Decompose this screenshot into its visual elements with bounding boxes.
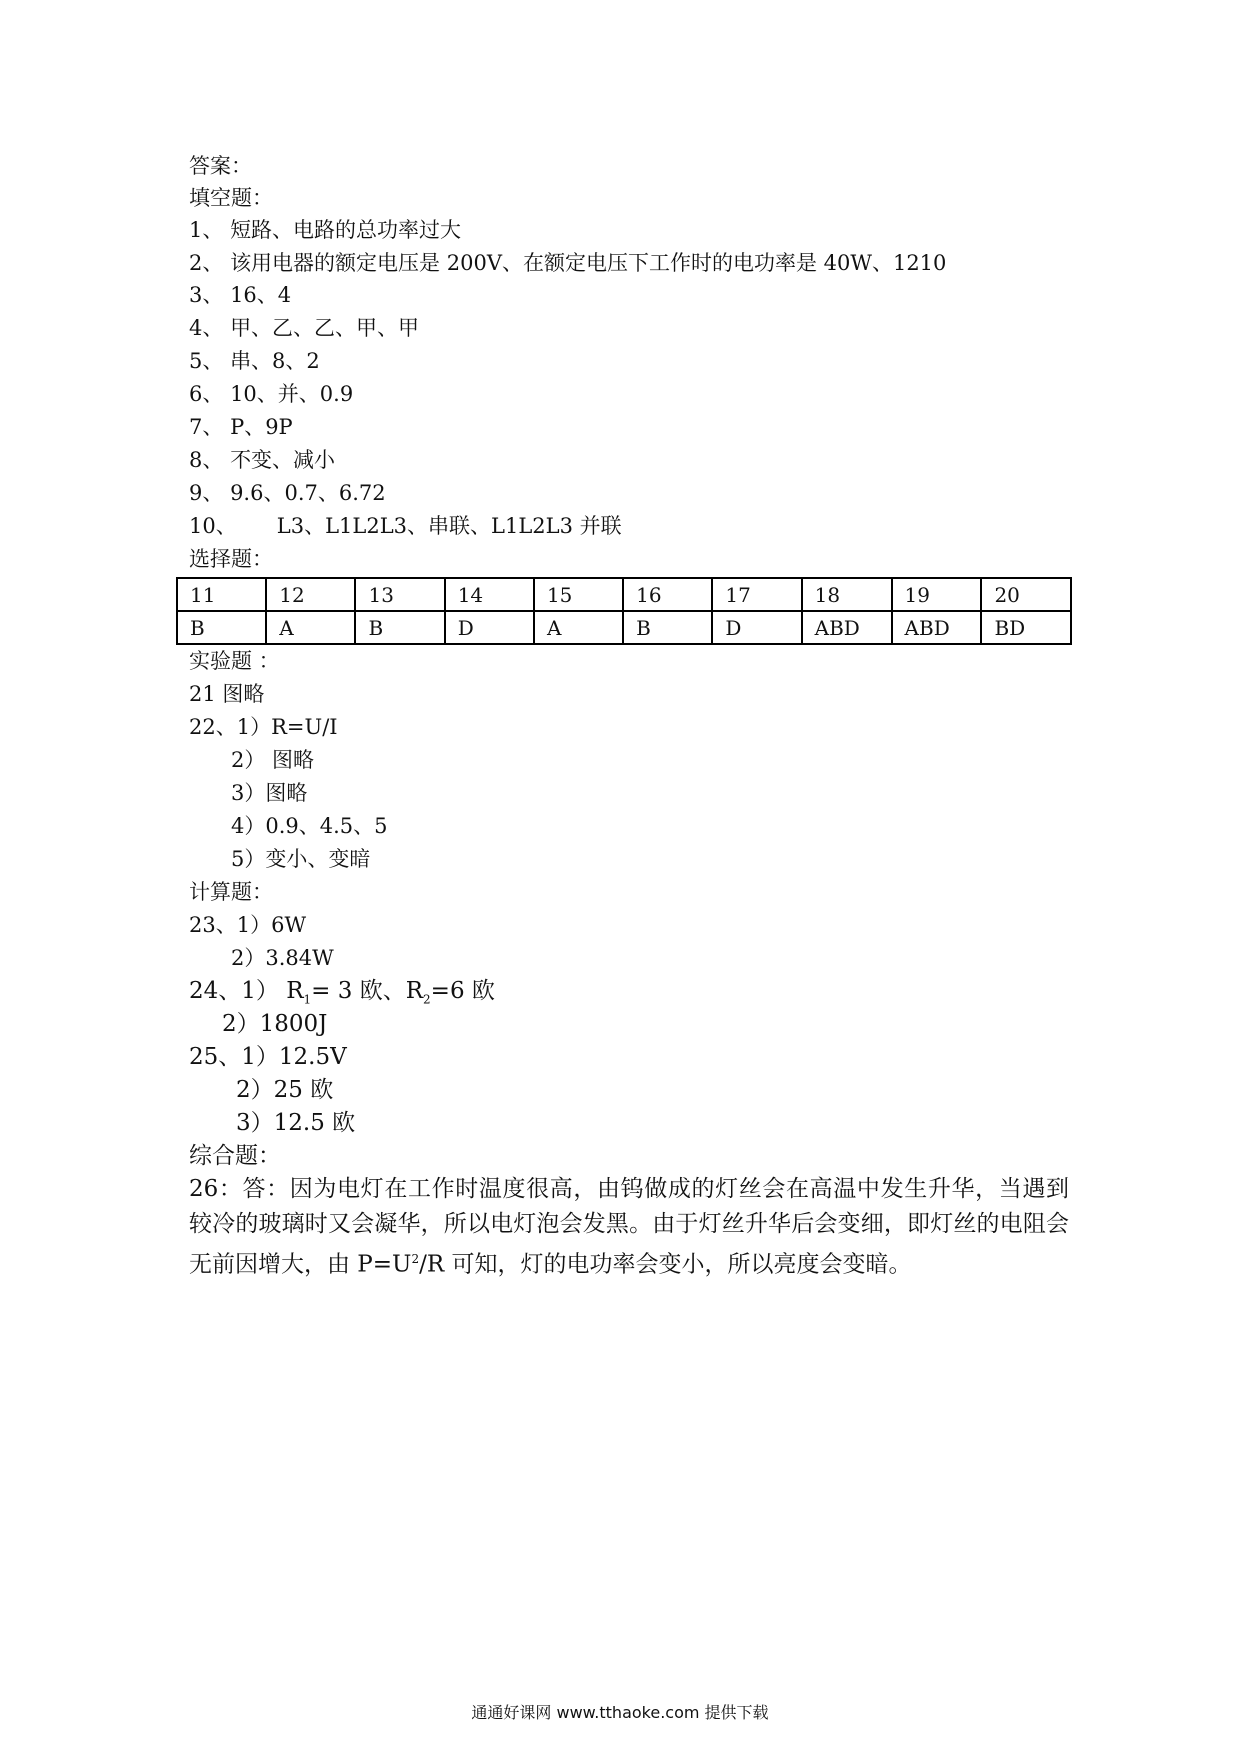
item-text: 该用电器的额定电压是 200V、在额定电压下工作时的电功率是 40W、1210: [230, 251, 947, 275]
formula-text: 24、1） R: [189, 978, 304, 1004]
calc-q23-part1: 23、1）6W: [189, 913, 307, 937]
paragraph-text: 26：答：因为电灯在工作时温度很高，由钨做成的灯丝会在高温中发生升华，当遇到较冷的玻璃时又会凝华，所以电灯泡会发黑。由于灯丝升华后会变细，即灯丝的电阻会无前因增大，由 P=U: [189, 1176, 1069, 1278]
table-cell: 17: [712, 578, 801, 611]
fill-item-2: [189, 247, 946, 279]
item-number: 3、: [189, 283, 224, 307]
subscript: 1: [303, 992, 312, 1007]
table-cell: B: [177, 611, 266, 644]
formula-text: = 3 欧、R: [311, 978, 424, 1004]
table-cell: 15: [534, 578, 623, 611]
formula-text: =6 欧: [430, 978, 495, 1004]
item-number: 9、: [189, 481, 224, 505]
superscript: 2: [411, 1252, 420, 1266]
table-cell: B: [623, 611, 712, 644]
table-cell: D: [445, 611, 534, 644]
item-text: 不变、减小: [230, 448, 336, 472]
fill-section-heading: 填空题：: [189, 186, 273, 210]
table-cell: BD: [981, 611, 1071, 644]
item-number: 10、: [189, 514, 237, 538]
calc-q25-part1: 25、1）12.5V: [189, 1044, 347, 1070]
fill-item-3: [189, 279, 291, 311]
table-cell: 20: [981, 578, 1071, 611]
experiment-q21: 21 图略: [189, 682, 265, 706]
experiment-q22-part2: 2） 图略: [231, 748, 315, 772]
experiment-section-heading: 实验题 ：: [189, 649, 280, 673]
paragraph-text: /R 可知，灯的电功率会变小，所以亮度会变暗。: [419, 1251, 912, 1278]
table-row-numbers: [177, 578, 1071, 611]
item-number: 8、: [189, 448, 224, 472]
fill-item-10: [189, 510, 622, 542]
item-number: 2、: [189, 251, 224, 275]
item-text: 10、并、0.9: [230, 382, 354, 406]
calc-section-heading: 计算题：: [189, 880, 273, 904]
fill-item-5: [189, 345, 320, 377]
fill-item-8: [189, 444, 335, 476]
fill-item-7: [189, 411, 293, 443]
calc-q23-part2: 2）3.84W: [231, 946, 334, 970]
table-cell: 13: [355, 578, 444, 611]
answer-title: 答案：: [189, 154, 252, 178]
table-cell: A: [266, 611, 355, 644]
item-text: P、9P: [230, 415, 293, 439]
table-cell: A: [534, 611, 623, 644]
item-text: 16、4: [230, 283, 292, 307]
fill-item-4: [189, 312, 419, 344]
page-footer: 通通好课网 www.tthaoke.com 提供下载: [471, 1703, 769, 1722]
comprehensive-answer-paragraph: [189, 1172, 1069, 1283]
item-text: 串、8、2: [230, 349, 320, 373]
calc-q25-part3: 3）12.5 欧: [236, 1110, 356, 1136]
experiment-q22-part5: 5）变小、变暗: [231, 847, 371, 871]
table-cell: 18: [802, 578, 892, 611]
table-cell: 16: [623, 578, 712, 611]
table-cell: 11: [177, 578, 266, 611]
fill-item-9: [189, 477, 386, 509]
fill-item-1: [189, 214, 461, 246]
table-cell: ABD: [802, 611, 892, 644]
table-cell: B: [355, 611, 444, 644]
table-cell: 12: [266, 578, 355, 611]
table-cell: ABD: [892, 611, 982, 644]
subscript: 2: [423, 992, 431, 1007]
table-cell: 19: [892, 578, 982, 611]
experiment-q22-part1: 22、1）R=U/I: [189, 715, 338, 739]
fill-item-6: [189, 378, 353, 410]
calc-q25-part2: 2）25 欧: [236, 1077, 334, 1103]
table-cell: D: [712, 611, 801, 644]
table-row-answers: [177, 611, 1071, 644]
experiment-q22-part3: 3）图略: [231, 781, 308, 805]
item-text: 甲、乙、乙、甲、甲: [230, 316, 420, 340]
item-number: 4、: [189, 316, 224, 340]
choice-answer-table: [176, 577, 1072, 645]
choice-section-heading: 选择题：: [189, 547, 273, 571]
item-number: 7、: [189, 415, 224, 439]
table-cell: 14: [445, 578, 534, 611]
item-text: 短路、电路的总功率过大: [230, 218, 462, 242]
calc-q24-part2: 2）1800J: [222, 1011, 328, 1037]
item-number: 1、: [189, 218, 224, 242]
item-number: 5、: [189, 349, 224, 373]
experiment-q22-part4: 4）0.9、4.5、5: [231, 814, 388, 838]
item-text: 9.6、0.7、6.72: [230, 481, 386, 505]
item-number: 6、: [189, 382, 224, 406]
item-text: L3、L1L2L3、串联、L1L2L3 并联: [276, 514, 622, 538]
comprehensive-section-heading: 综合题：: [189, 1143, 281, 1169]
